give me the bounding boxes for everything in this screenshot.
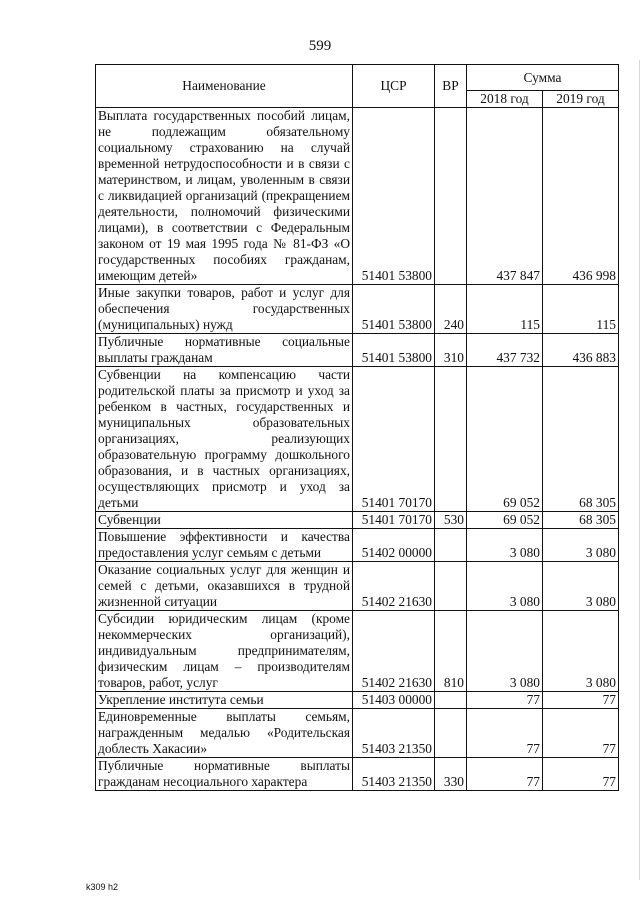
row-csr: 51403 21350 — [353, 758, 435, 791]
row-name: Оказание социальных услуг для женщин и семей с детьми, оказавшихся в трудной жизненной ситуации — [96, 562, 353, 611]
row-vr — [435, 692, 467, 709]
row-name: Субсидии юридическим лицам (кроме некоммерческих организаций), индивидуальным предпринимателям, физическим лицам – производителям товаров, работ, услуг — [96, 611, 353, 692]
row-vr: 310 — [435, 334, 467, 367]
table-body — [96, 108, 619, 791]
row-csr: 51402 21630 — [353, 562, 435, 611]
row-2019: 68 305 — [543, 367, 619, 512]
table-row — [96, 367, 619, 512]
row-name: Выплата государственных пособий лицам, не подлежащим обязательному социальному страхованию на случай временной нетрудоспособности и в связи с материнством, и лицам, уволенным в связи с ликвидацией организаций (прекращением деятельности, полномочий физическими лицами), в соответствии с Федеральным законом от 19 мая 1995 года № 81-ФЗ «О государственных пособиях гражданам, имеющим детей» — [96, 108, 353, 285]
row-csr: 51402 21630 — [353, 611, 435, 692]
table-row — [96, 285, 619, 334]
row-name: Иные закупки товаров, работ и услуг для обеспечения государственных (муниципальных) нужд — [96, 285, 353, 334]
row-2019: 77 — [543, 758, 619, 791]
table-row — [96, 758, 619, 791]
row-name: Субвенции на компенсацию части родительской платы за присмотр и уход за ребенком в частных, государственных и муниципальных образовательных организациях, реализующих образовательную программу дошкольного образования, и в частных организациях, осуществляющих присмотр и уход за детьми — [96, 367, 353, 512]
row-2019: 436 883 — [543, 334, 619, 367]
row-2018: 69 052 — [467, 367, 543, 512]
table-row — [96, 512, 619, 529]
footer-code: k309 h2 — [86, 882, 119, 892]
table-row — [96, 562, 619, 611]
row-2018: 3 080 — [467, 529, 543, 562]
row-2018: 115 — [467, 285, 543, 334]
row-name: Единовременные выплаты семьям, награжденным медалью «Родительская доблесть Хакасии» — [96, 709, 353, 758]
row-2019: 3 080 — [543, 529, 619, 562]
page-number: 599 — [308, 38, 332, 54]
row-2018: 77 — [467, 692, 543, 709]
row-2018: 77 — [467, 709, 543, 758]
row-csr: 51401 53800 — [353, 334, 435, 367]
header-name: Наименование — [96, 65, 353, 108]
row-vr — [435, 367, 467, 512]
row-2019: 77 — [543, 692, 619, 709]
header-csr: ЦСР — [353, 65, 435, 108]
row-2018: 437 732 — [467, 334, 543, 367]
row-name: Укрепление института семьи — [96, 692, 353, 709]
row-name: Повышение эффективности и качества предоставления услуг семьям с детьми — [96, 529, 353, 562]
row-name: Публичные нормативные выплаты гражданам несоциального характера — [96, 758, 353, 791]
table-row — [96, 334, 619, 367]
row-csr: 51402 00000 — [353, 529, 435, 562]
table-row — [96, 529, 619, 562]
row-vr — [435, 709, 467, 758]
row-2019: 68 305 — [543, 512, 619, 529]
row-name: Публичные нормативные социальные выплаты гражданам — [96, 334, 353, 367]
row-csr: 51401 53800 — [353, 108, 435, 285]
row-name: Субвенции — [96, 512, 353, 529]
budget-table — [95, 64, 619, 791]
header-vr: ВР — [435, 65, 467, 108]
row-vr — [435, 562, 467, 611]
row-2018: 3 080 — [467, 611, 543, 692]
row-vr — [435, 108, 467, 285]
row-2018: 77 — [467, 758, 543, 791]
row-2019: 3 080 — [543, 562, 619, 611]
header-2018: 2018 год — [467, 91, 543, 108]
table-row — [96, 692, 619, 709]
row-vr — [435, 529, 467, 562]
row-2018: 437 847 — [467, 108, 543, 285]
row-csr: 51403 21350 — [353, 709, 435, 758]
row-csr: 51403 00000 — [353, 692, 435, 709]
row-csr: 51401 53800 — [353, 285, 435, 334]
table-row — [96, 709, 619, 758]
row-csr: 51401 70170 — [353, 512, 435, 529]
row-2018: 3 080 — [467, 562, 543, 611]
row-csr: 51401 70170 — [353, 367, 435, 512]
header-sum: Сумма — [467, 65, 619, 91]
table-row — [96, 611, 619, 692]
row-vr: 330 — [435, 758, 467, 791]
row-2019: 3 080 — [543, 611, 619, 692]
header-2019: 2019 год — [543, 91, 619, 108]
row-2019: 77 — [543, 709, 619, 758]
row-2019: 115 — [543, 285, 619, 334]
row-vr: 530 — [435, 512, 467, 529]
row-2019: 436 998 — [543, 108, 619, 285]
row-vr: 810 — [435, 611, 467, 692]
table-row — [96, 108, 619, 285]
row-vr: 240 — [435, 285, 467, 334]
row-2018: 69 052 — [467, 512, 543, 529]
